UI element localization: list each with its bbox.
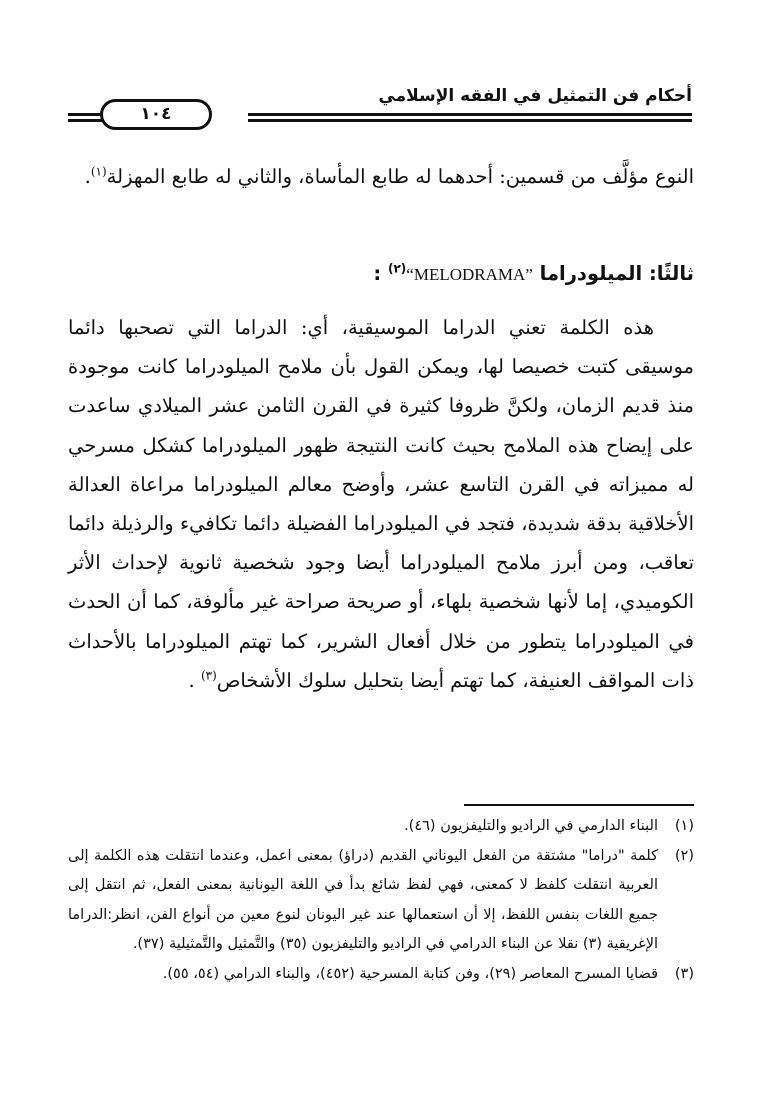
section-heading [373,262,694,285]
intro-paragraph [68,158,694,196]
header-rule [248,113,692,116]
footnote-marker: (٣) [200,668,217,683]
running-header [68,86,692,130]
header-rule [68,113,102,116]
footnote-text: قضايا المسرح المعاصر (٢٩)، وفن كتابة المسرحية (٤٥٢)، والبناء الدرامي (٥٤، ٥٥). [162,965,658,982]
main-paragraph [68,308,694,700]
page-number: ١٠٤ [100,99,212,130]
footnote [68,812,694,842]
section-heading-colon: : [373,262,382,285]
section-heading-latin: “MELODRAMA” [406,265,533,284]
header-rule [248,119,692,122]
footnote-marker: (١) [90,164,107,179]
section-heading-label: ثالثًا: الميلودراما [539,262,694,285]
footnote-number: (١) [674,818,694,834]
footnote [68,842,694,960]
footnote-marker: (٢) [387,261,407,276]
main-text: هذه الكلمة تعني الدراما الموسيقية، أي: الدراما التي تصحبها دائما موسيقى كتبت خصيصا لها، ويمكن القول بأن ملامح الميلودراما كانت موجودة منذ قديم الزمان، ولكنَّ ظروفا كثيرة في القرن الثامن عشر الميلادي ساعدت على إيضاح هذه الملامح بحيث كانت النتيجة ظهور الميلودراما كشكل مسرحي له مميزاته في القرن التاسع عشر، وأوضح معالم الميلودراما مراعاة العدالة الأخلاقية بدقة شديدة، فتجد في الميلودراما الفضيلة دائما تكافيء والرذيلة دائما تعاقب، ومن أبرز ملامح الميلودراما أيضا وجود شخصية ثانوية لإحداث الأثر الكوميدي، إما لأنها شخصية بلهاء، أو صريحة صراحة غير مألوفة، كما أن الحدث في الميلودراما يتطور من خلال أفعال الشرير، كما تهتم الميلودراما بالأحداث ذات المواقف العنيفة، كما تهتم أيضا بتحليل سلوك الأشخاص [68,316,694,692]
sentence-end: . [84,165,91,188]
footnote-number: (٢) [674,847,694,864]
footnotes [68,812,694,989]
running-title: أحكام فن التمثيل في الفقه الإسلامي [378,86,692,106]
footnote-text: البناء الدارمي في الراديو والتليفزيون (٤٦). [404,818,658,834]
sentence-end: . [188,668,195,692]
intro-text: النوع مؤلَّف من قسمين: أحدهما له طابع المأساة، والثاني له طابع المهزلة [106,165,694,188]
footnote [68,960,694,990]
footnote-text: كلمة "دراما" مشتقة من الفعل اليوناني القديم (دراؤ) بمعنى اعمل، وعندما انتقلت هذه الكلمة إلى العربية انتقلت كلفظ لا كمعنى، فهي لفظ شائع بدأ في اللغة اليونانية بمعنى الفعل، ثم انتقل إلى جميع اللغات بنفس اللفظ، إلا أن استعمالها عند غير اليونان لنوع معين من أنواع الفن، انظر:الدراما الإغريقية (٣) نقلا عن البناء الدرامي في الراديو والتليفزيون (٣٥) والتَّمثيل والتَّمثيلية (٣٧). [68,847,658,952]
header-rule [68,119,102,122]
footnote-separator [464,804,694,806]
footnote-number: (٣) [674,965,694,982]
